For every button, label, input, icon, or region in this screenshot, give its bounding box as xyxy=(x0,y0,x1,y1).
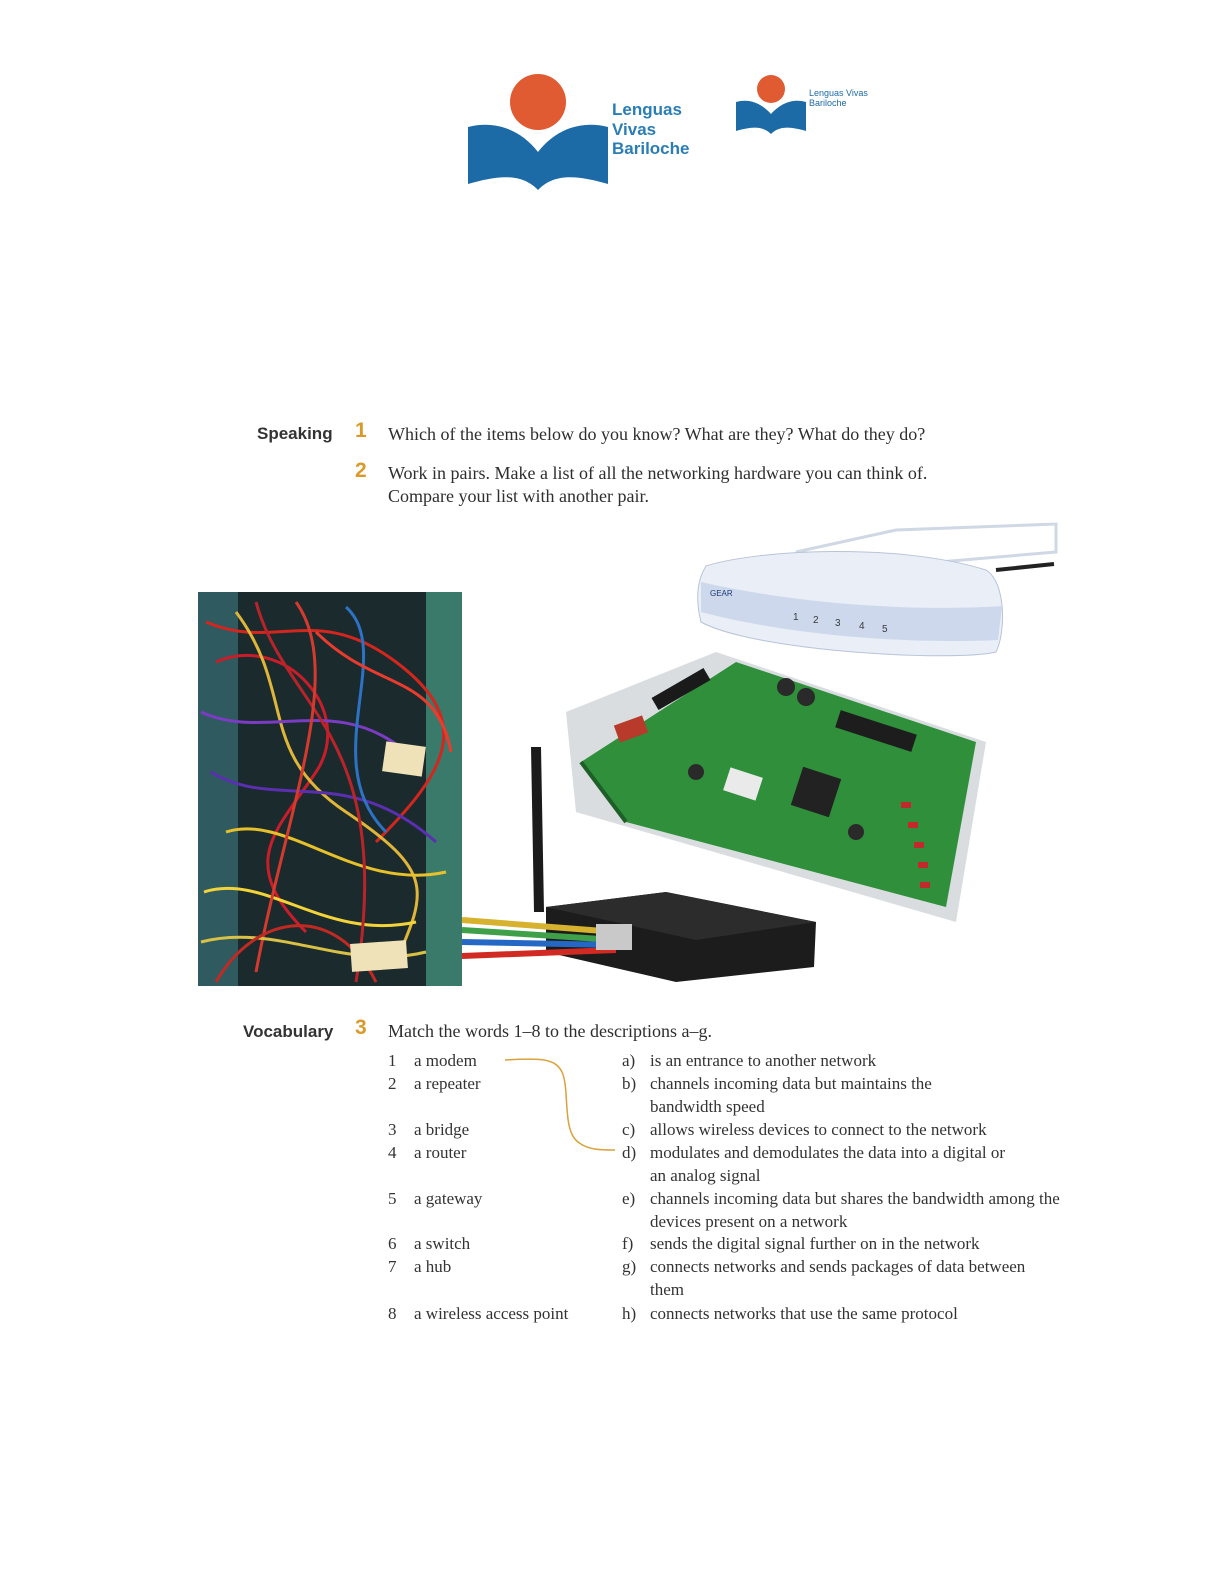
word-item-5: 5 a gateway xyxy=(388,1189,483,1208)
switch-brand-label: GEAR xyxy=(710,589,733,598)
exercise-2-text xyxy=(388,462,1108,508)
exercise-2-number: 2 xyxy=(355,459,367,482)
description-item-e: e) channels incoming data but shares the bandwidth among the devices present on a network xyxy=(622,1189,1060,1231)
word-item-7: 7 a hub xyxy=(388,1257,452,1276)
description-item-g: g) connects networks and sends packages of data between them xyxy=(622,1257,1026,1299)
word-item-8: 8 a wireless access point xyxy=(388,1304,569,1323)
speaking-label: Speaking xyxy=(257,424,333,443)
description-item-b: b) channels incoming data but maintains the bandwidth speed xyxy=(622,1074,932,1116)
description-item-h: h) connects networks that use the same protocol xyxy=(622,1304,958,1323)
exercise-2-line1: Work in pairs. Make a list of all the networking hardware you can think of. xyxy=(388,463,928,483)
logo-small-line1: Lenguas Vivas xyxy=(809,88,868,98)
exercise-3-text: Match the words 1–8 to the descriptions a–g. xyxy=(388,1021,712,1041)
exercise-2-line2: Compare your list with another pair. xyxy=(388,486,649,506)
hardware-photo-collage xyxy=(196,512,1058,992)
exercise-1-text: Which of the items below do you know? What are they? What do they do? xyxy=(388,424,926,444)
exercise-1-number: 1 xyxy=(355,419,367,442)
logo-large-line2: Bariloche xyxy=(612,139,690,159)
book-sun-emblem-small-icon xyxy=(734,74,810,136)
word-item-2: 2 a repeater xyxy=(388,1074,481,1093)
svg-text:3: 3 xyxy=(835,618,841,629)
word-item-6: 6 a switch xyxy=(388,1234,471,1253)
description-item-f: f) sends the digital signal further on in the network xyxy=(622,1234,980,1253)
description-item-a: a) is an entrance to another network xyxy=(622,1051,877,1070)
example-match-line xyxy=(500,1050,620,1155)
logo-large-line1: Lenguas Vivas xyxy=(612,100,682,139)
word-item-3: 3 a bridge xyxy=(388,1120,470,1139)
svg-text:1: 1 xyxy=(793,612,799,623)
logo-small xyxy=(734,74,874,136)
word-item-4: 4 a router xyxy=(388,1143,467,1162)
svg-text:5: 5 xyxy=(882,624,888,635)
logo-small-line2: Bariloche xyxy=(809,98,847,109)
description-item-d: d) modulates and demodulates the data into a digital or an analog signal xyxy=(622,1143,1006,1185)
svg-text:4: 4 xyxy=(859,621,865,632)
svg-text:2: 2 xyxy=(813,615,819,626)
logo-large xyxy=(466,72,726,192)
circuit-board-photo xyxy=(566,652,986,922)
word-item-1: 1 a modem xyxy=(388,1051,477,1070)
book-sun-emblem-icon xyxy=(466,72,616,192)
exercise-3-number: 3 xyxy=(355,1016,367,1039)
description-item-c: c) allows wireless devices to connect to the network xyxy=(622,1120,987,1139)
network-switch-photo xyxy=(698,524,1056,656)
cable-panel-photo xyxy=(198,592,462,986)
vocabulary-label: Vocabulary xyxy=(243,1022,334,1041)
